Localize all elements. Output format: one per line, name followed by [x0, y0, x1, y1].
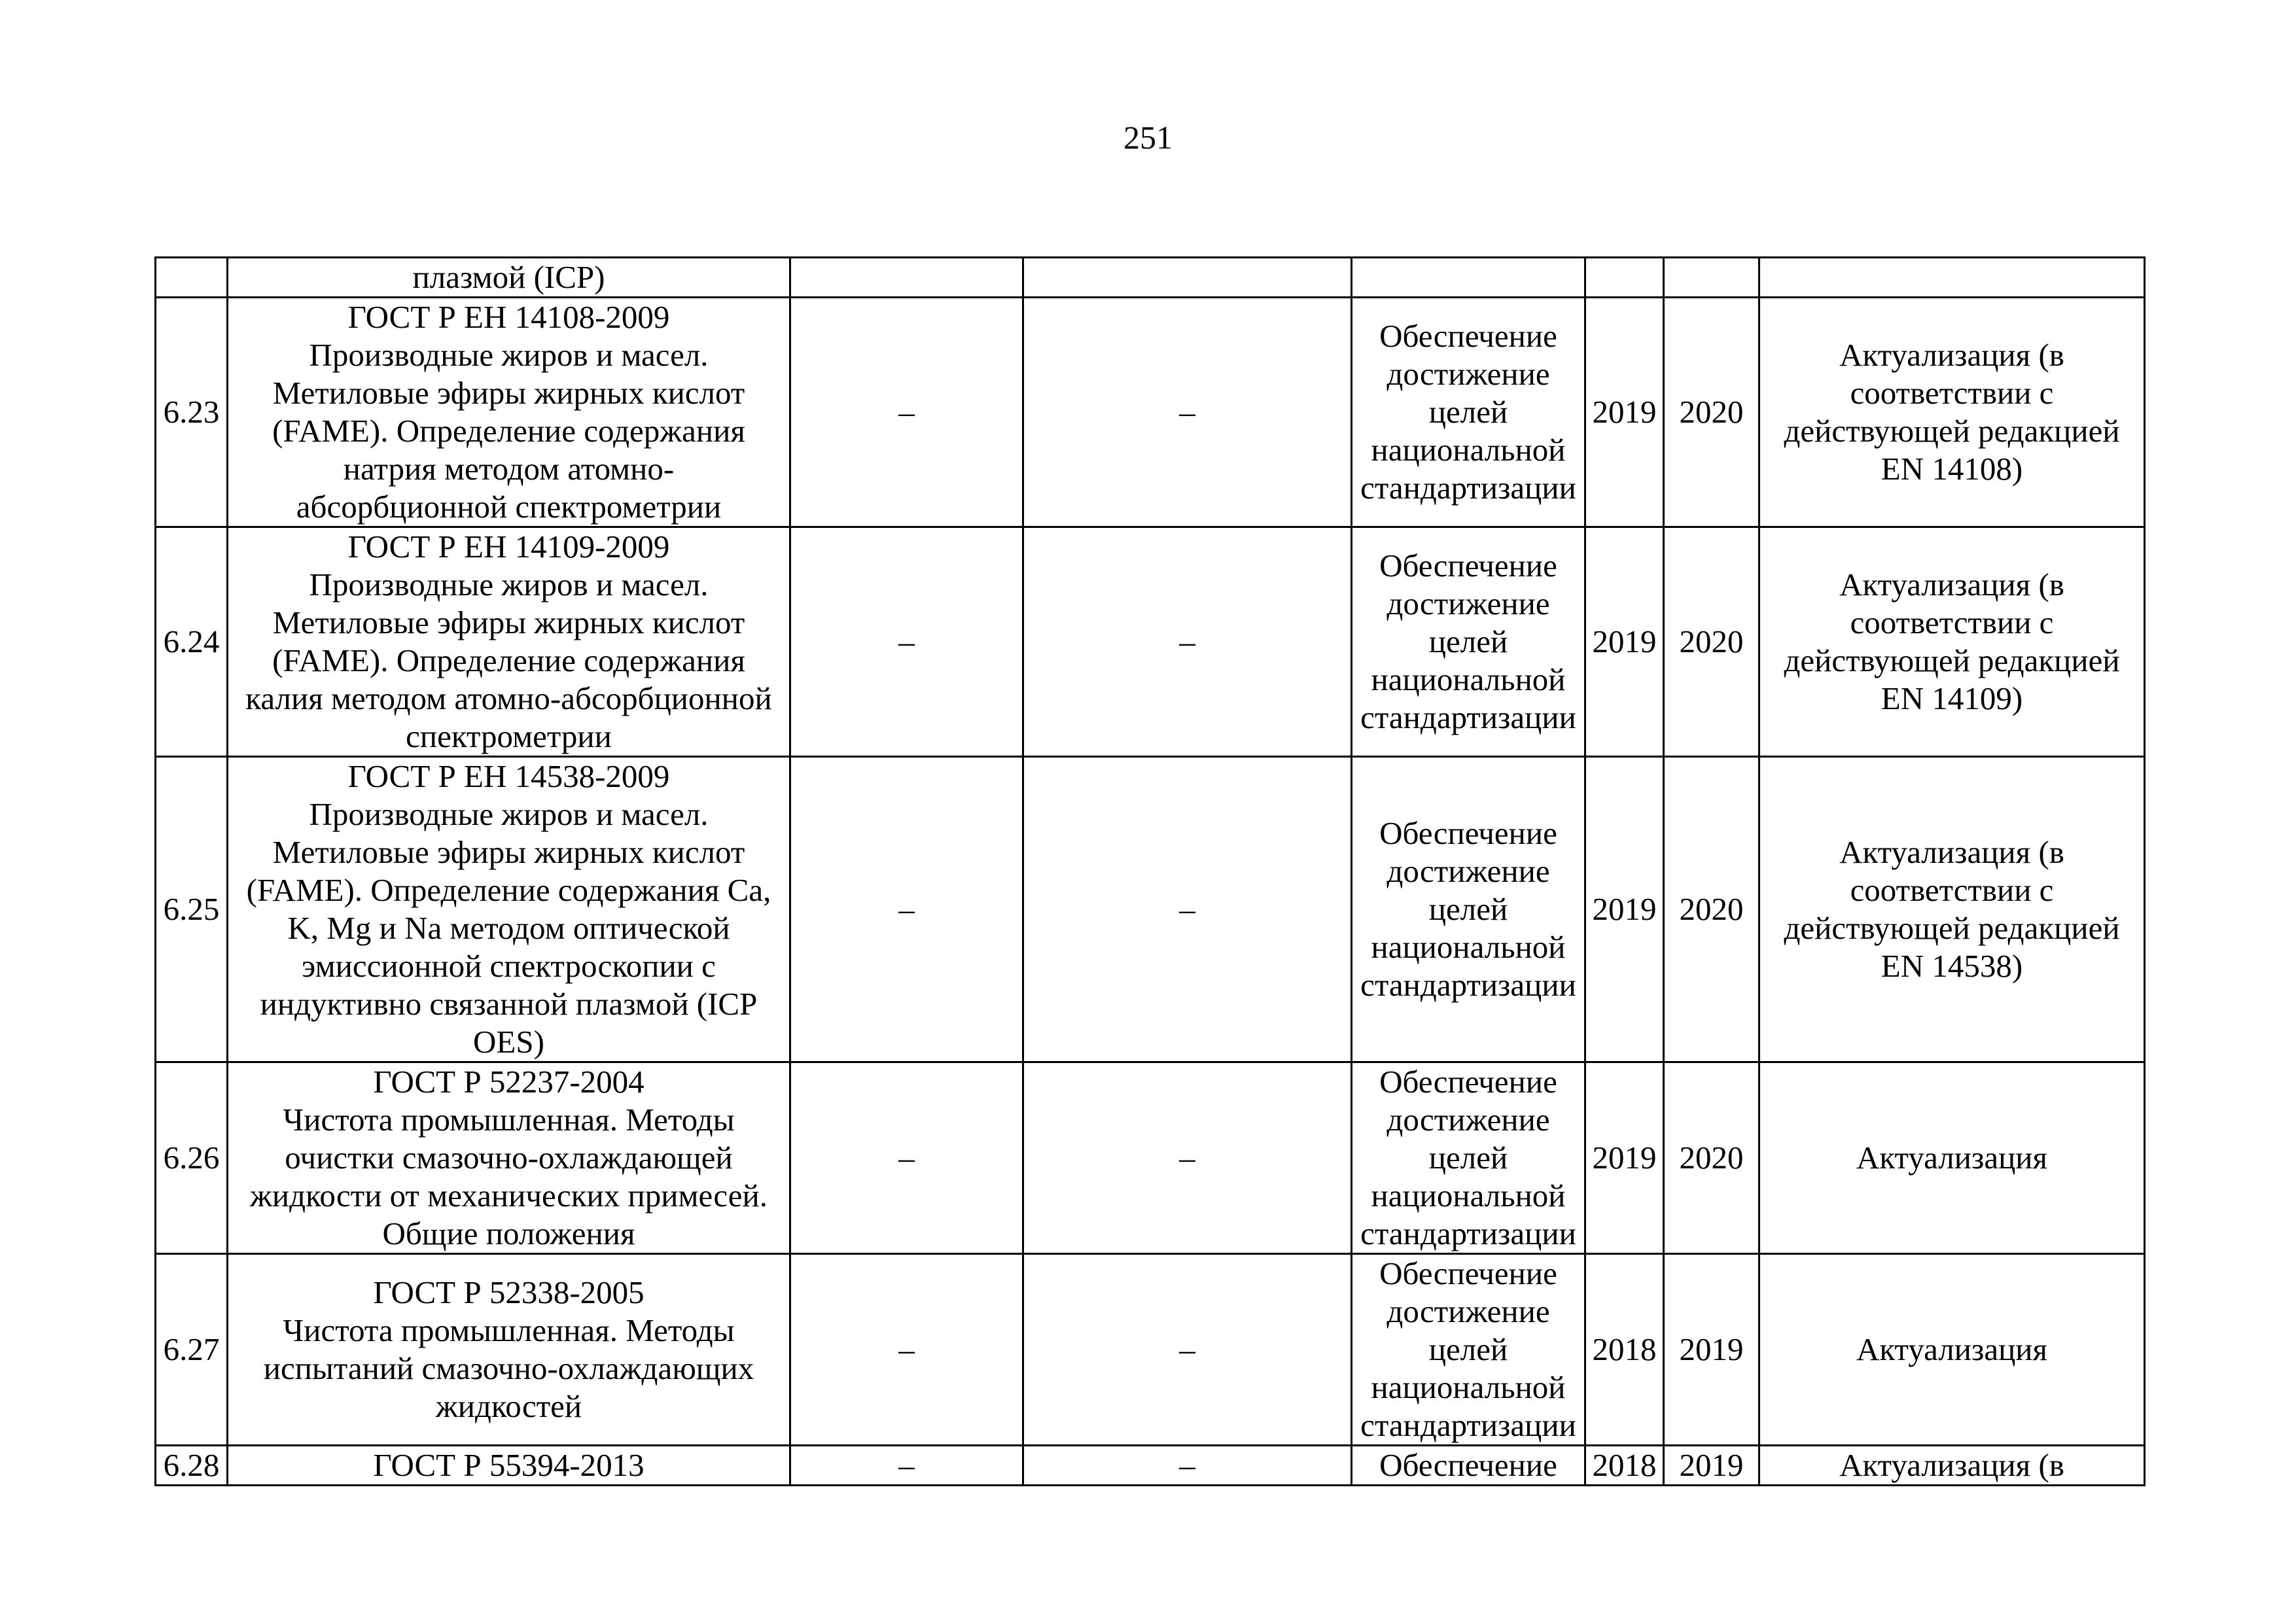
document-title-line: OES)	[473, 1024, 544, 1060]
action-cell-line: Актуализация (в	[1839, 337, 2064, 373]
dash-cell: –	[1023, 527, 1352, 757]
action-cell	[1759, 527, 2145, 757]
goal-cell-line: достижение	[1386, 356, 1550, 392]
action-cell-line: действующей редакцией	[1784, 910, 2120, 946]
document-title-line: калия методом атомно-абсорбционной	[245, 680, 772, 716]
goal-cell-line: Обеспечение	[1379, 1255, 1557, 1291]
document-title-line: жидкостей	[435, 1388, 582, 1424]
dash-cell: –	[790, 527, 1023, 757]
document-title-line: испытаний смазочно-охлаждающих	[263, 1350, 754, 1386]
goal-cell	[1352, 1254, 1585, 1446]
action-cell-line: Актуализация	[1856, 1331, 2048, 1367]
action-cell-line: соответствии с	[1850, 872, 2054, 908]
goal-cell-line: национальной	[1371, 929, 1566, 965]
goal-cell	[1352, 1446, 1585, 1486]
document-title-line: Общие положения	[382, 1215, 635, 1251]
year-start: 2019	[1585, 1062, 1664, 1254]
action-cell	[1759, 757, 2145, 1062]
document-title-line: Производные жиров и масел.	[309, 796, 709, 832]
table-row	[156, 757, 2145, 1062]
document-title-line: индуктивно связанной плазмой (ICP	[260, 986, 758, 1022]
action-cell-line: действующей редакцией	[1784, 413, 2120, 449]
goal-cell-line: стандартизации	[1360, 699, 1576, 735]
year-start	[1585, 258, 1664, 298]
document-title-line: ГОСТ Р ЕН 14538-2009	[347, 758, 670, 794]
row-number	[156, 258, 228, 298]
goal-cell-line: достижение	[1386, 1102, 1550, 1138]
goal-cell-line: национальной	[1371, 1178, 1566, 1213]
year-end: 2020	[1664, 757, 1759, 1062]
document-title-line: Производные жиров и масел.	[309, 337, 709, 373]
action-cell-line: действующей редакцией	[1784, 642, 2120, 678]
document-title-line: плазмой (ICP)	[412, 259, 605, 295]
dash-cell: –	[1023, 1254, 1352, 1446]
action-cell-line: Актуализация	[1856, 1140, 2048, 1176]
standards-table	[154, 256, 2146, 1486]
dash-cell	[790, 258, 1023, 298]
year-start: 2019	[1585, 298, 1664, 527]
action-cell-line: соответствии с	[1850, 604, 2054, 640]
row-number: 6.26	[156, 1062, 228, 1254]
year-start: 2019	[1585, 527, 1664, 757]
document-title-line: Чистота промышленная. Методы	[283, 1102, 735, 1138]
goal-cell-line: достижение	[1386, 1293, 1550, 1329]
year-start: 2018	[1585, 1446, 1664, 1486]
document-title	[228, 1254, 790, 1446]
table-row	[156, 298, 2145, 527]
action-cell	[1759, 1062, 2145, 1254]
document-title-line: ГОСТ Р ЕН 14108-2009	[347, 299, 670, 335]
action-cell	[1759, 258, 2145, 298]
goal-cell	[1352, 757, 1585, 1062]
year-end: 2019	[1664, 1254, 1759, 1446]
document-title-line: (FAME). Определение содержания	[272, 642, 745, 678]
document-title-line: ГОСТ Р 55394-2013	[373, 1447, 645, 1483]
year-end: 2019	[1664, 1446, 1759, 1486]
document-title-line: натрия методом атомно-	[343, 451, 675, 487]
document-title	[228, 757, 790, 1062]
action-cell-line: Актуализация (в	[1839, 567, 2064, 602]
document-title-line: Метиловые эфиры жирных кислот	[272, 375, 745, 411]
document-title-line: Метиловые эфиры жирных кислот	[272, 834, 745, 870]
goal-cell-line: стандартизации	[1360, 1215, 1576, 1251]
document-title-line: ГОСТ Р 52237-2004	[373, 1064, 645, 1100]
document-title-line: ГОСТ Р ЕН 14109-2009	[347, 529, 670, 565]
action-cell-line: соответствии с	[1850, 375, 2054, 411]
goal-cell-line: Обеспечение	[1379, 1447, 1557, 1483]
document-title-line: Метиловые эфиры жирных кислот	[272, 604, 745, 640]
row-number: 6.28	[156, 1446, 228, 1486]
dash-cell: –	[1023, 1062, 1352, 1254]
goal-cell-line: достижение	[1386, 585, 1550, 621]
year-end: 2020	[1664, 1062, 1759, 1254]
goal-cell-line: целей	[1428, 623, 1508, 659]
document-title-line: очистки смазочно-охлаждающей	[285, 1140, 733, 1176]
goal-cell-line: целей	[1428, 1331, 1508, 1367]
year-start: 2019	[1585, 757, 1664, 1062]
action-cell-line: Актуализация (в	[1839, 1447, 2064, 1483]
document-title	[228, 258, 790, 298]
goal-cell-line: стандартизации	[1360, 470, 1576, 506]
dash-cell: –	[790, 298, 1023, 527]
goal-cell-line: целей	[1428, 1140, 1508, 1176]
document-title-line: (FAME). Определение содержания	[272, 413, 745, 449]
document-title-line: абсорбционной спектрометрии	[296, 489, 722, 525]
goal-cell-line: целей	[1428, 394, 1508, 430]
document-title	[228, 298, 790, 527]
goal-cell-line: Обеспечение	[1379, 815, 1557, 851]
dash-cell: –	[790, 1062, 1023, 1254]
goal-cell-line: национальной	[1371, 661, 1566, 697]
dash-cell: –	[790, 757, 1023, 1062]
dash-cell: –	[790, 1254, 1023, 1446]
year-start: 2018	[1585, 1254, 1664, 1446]
document-title-line: (FAME). Определение содержания Ca,	[246, 872, 771, 908]
document-title-line: эмиссионной спектроскопии с	[302, 948, 716, 984]
row-number: 6.23	[156, 298, 228, 527]
year-end: 2020	[1664, 298, 1759, 527]
table-body	[156, 258, 2145, 1486]
document-title-line: жидкости от механических примесей.	[250, 1178, 768, 1213]
year-end: 2020	[1664, 527, 1759, 757]
action-cell-line: Актуализация (в	[1839, 834, 2064, 870]
dash-cell	[1023, 258, 1352, 298]
action-cell	[1759, 1446, 2145, 1486]
goal-cell-line: стандартизации	[1360, 967, 1576, 1003]
document-title	[228, 1062, 790, 1254]
goal-cell	[1352, 1062, 1585, 1254]
document-title-line: Производные жиров и масел.	[309, 567, 709, 602]
action-cell	[1759, 1254, 2145, 1446]
goal-cell-line: национальной	[1371, 1369, 1566, 1405]
row-number: 6.27	[156, 1254, 228, 1446]
goal-cell-line: Обеспечение	[1379, 1064, 1557, 1100]
goal-cell	[1352, 527, 1585, 757]
goal-cell-line: целей	[1428, 891, 1508, 927]
table-row	[156, 258, 2145, 298]
goal-cell-line: Обеспечение	[1379, 548, 1557, 584]
document-title-line: ГОСТ Р 52338-2005	[373, 1274, 645, 1310]
goal-cell	[1352, 298, 1585, 527]
document-title-line: K, Mg и Na методом оптической	[287, 910, 730, 946]
document-title	[228, 527, 790, 757]
row-number: 6.24	[156, 527, 228, 757]
dash-cell: –	[1023, 298, 1352, 527]
action-cell-line: EN 14109)	[1881, 680, 2023, 716]
action-cell-line: EN 14538)	[1881, 948, 2023, 984]
dash-cell: –	[790, 1446, 1023, 1486]
document-title-line: Чистота промышленная. Методы	[283, 1312, 735, 1348]
goal-cell-line: достижение	[1386, 853, 1550, 889]
table-row	[156, 1254, 2145, 1446]
dash-cell: –	[1023, 757, 1352, 1062]
action-cell-line: EN 14108)	[1881, 451, 2023, 487]
row-number: 6.25	[156, 757, 228, 1062]
goal-cell-line: Обеспечение	[1379, 318, 1557, 354]
document-title-line: спектрометрии	[406, 718, 612, 754]
table-row	[156, 1062, 2145, 1254]
year-end	[1664, 258, 1759, 298]
goal-cell-line: стандартизации	[1360, 1407, 1576, 1443]
dash-cell: –	[1023, 1446, 1352, 1486]
action-cell	[1759, 298, 2145, 527]
page-number: 251	[1123, 119, 1173, 156]
table-row	[156, 1446, 2145, 1486]
table-row	[156, 527, 2145, 757]
document-title	[228, 1446, 790, 1486]
goal-cell	[1352, 258, 1585, 298]
goal-cell-line: национальной	[1371, 432, 1566, 468]
